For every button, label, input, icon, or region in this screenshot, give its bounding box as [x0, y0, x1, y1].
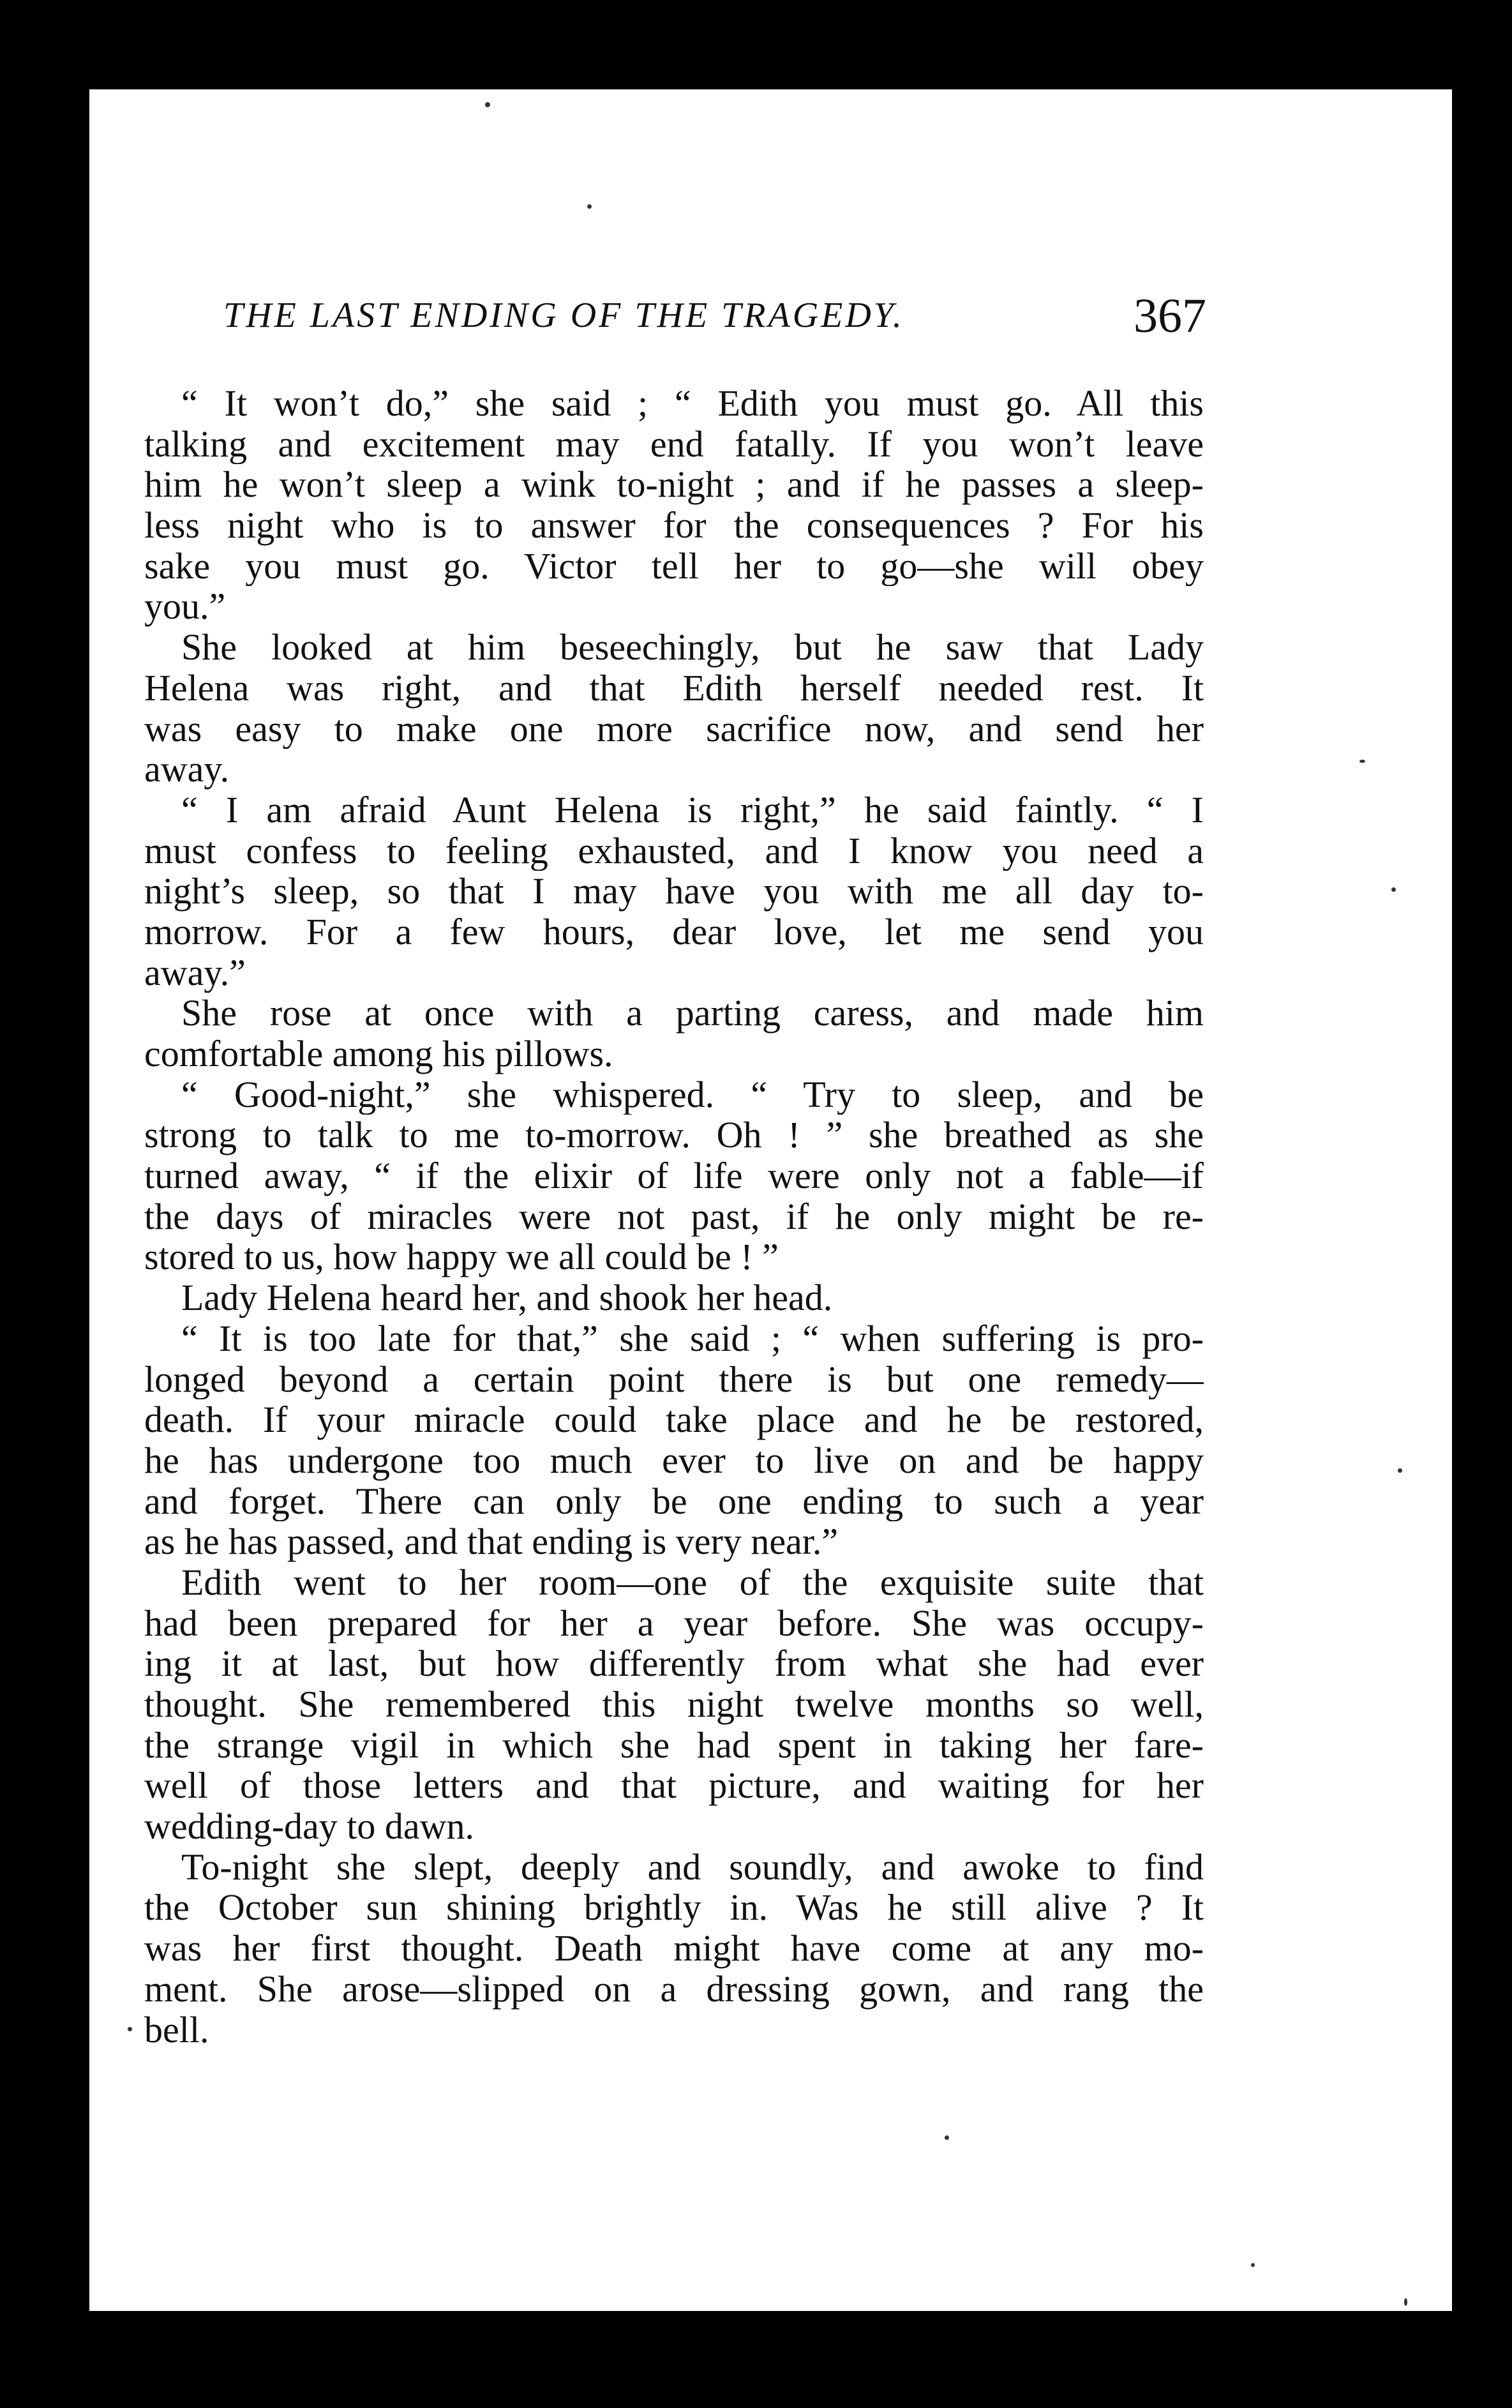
text-line: turned away, “ if the elixir of life were only not a fable—if — [144, 1155, 1204, 1196]
text-line: “ It is too late for that,” she said ; “ when suffering is pro- — [181, 1318, 1204, 1359]
text-line: away.” — [144, 952, 246, 993]
scan-speck — [587, 204, 592, 209]
text-line: and forget. There can only be one ending to such a year — [144, 1480, 1204, 1522]
text-line: night’s sleep, so that I may have you with me all day to- — [144, 871, 1204, 912]
scan-speck — [1359, 760, 1365, 763]
scan-speck — [1251, 2263, 1255, 2267]
text-line: must confess to feeling exhausted, and I know you need a — [144, 830, 1204, 871]
text-line: strong to talk to me to-morrow. Oh ! ” she breathed as she — [144, 1115, 1204, 1156]
text-line: him he won’t sleep a wink to-night ; and if he passes a sleep- — [144, 464, 1204, 506]
running-title: THE LAST ENDING OF THE TRAGEDY. — [223, 296, 904, 335]
scan-speck — [128, 2027, 132, 2031]
scan-speck — [485, 102, 490, 107]
text-line: Helena was right, and that Edith herself needed rest. It — [144, 667, 1204, 709]
text-line: bell. — [144, 2009, 209, 2051]
text-line: To-night she slept, deeply and soundly, and awoke to find — [181, 1846, 1204, 1888]
text-line: as he has passed, and that ending is very near.” — [144, 1521, 839, 1562]
body-text — [144, 383, 1204, 2050]
text-line: “ Good-night,” she whispered. “ Try to sleep, and be — [181, 1074, 1204, 1115]
text-line: longed beyond a certain point there is but one remedy— — [144, 1358, 1204, 1400]
text-line: stored to us, how happy we all could be ! ” — [144, 1237, 779, 1278]
text-line: sake you must go. Victor tell her to go—she will obey — [144, 545, 1204, 587]
text-line: comfortable among his pillows. — [144, 1034, 613, 1074]
text-line: away. — [144, 749, 230, 790]
text-line: was her first thought. Death might have come at any mo- — [144, 1928, 1204, 1969]
text-line: the days of miracles were not past, if he only might be re- — [144, 1196, 1204, 1237]
text-line: wedding-day to dawn. — [144, 1806, 475, 1847]
text-line: he has undergone too much ever to live on and be happy — [144, 1440, 1204, 1481]
text-line: death. If your miracle could take place and he be restored, — [144, 1399, 1204, 1440]
page-header — [223, 289, 1206, 359]
text-line: ing it at last, but how differently from what she had ever — [144, 1643, 1204, 1684]
text-line: well of those letters and that picture, and waiting for her — [144, 1765, 1204, 1807]
text-line: morrow. For a few hours, dear love, let me send you — [144, 911, 1204, 952]
text-line: had been prepared for her a year before. She was occupy- — [144, 1602, 1204, 1644]
text-line: She rose at once with a parting caress, and made him — [181, 993, 1204, 1034]
text-line: talking and excitement may end fatally. If you won’t leave — [144, 423, 1204, 465]
text-line: “ I am afraid Aunt Helena is right,” he said faintly. “ I — [181, 789, 1204, 831]
scan-speck — [945, 2135, 949, 2140]
scan-speck — [1404, 2298, 1407, 2306]
text-line: ment. She arose—slipped on a dressing gown, and rang the — [144, 1968, 1204, 2010]
scan-speck — [1398, 1468, 1402, 1473]
text-line: was easy to make one more sacrifice now, and send her — [144, 708, 1204, 749]
scan-speck — [1391, 887, 1396, 892]
text-line: Lady Helena heard her, and shook her head. — [181, 1277, 833, 1318]
text-line: less night who is to answer for the consequences ? For his — [144, 505, 1204, 546]
text-line: thought. She remembered this night twelve months so well, — [144, 1684, 1204, 1725]
text-line: the strange vigil in which she had spent in taking her fare- — [144, 1724, 1204, 1766]
text-line: Edith went to her room—one of the exquisite suite that — [181, 1561, 1204, 1603]
page-number: 367 — [1134, 289, 1206, 343]
text-line: “ It won’t do,” she said ; “ Edith you must go. All this — [181, 383, 1204, 424]
text-line: the October sun shining brightly in. Was he still alive ? It — [144, 1887, 1204, 1929]
text-line: you.” — [144, 586, 226, 628]
text-line: She looked at him beseechingly, but he saw that Lady — [181, 627, 1204, 668]
